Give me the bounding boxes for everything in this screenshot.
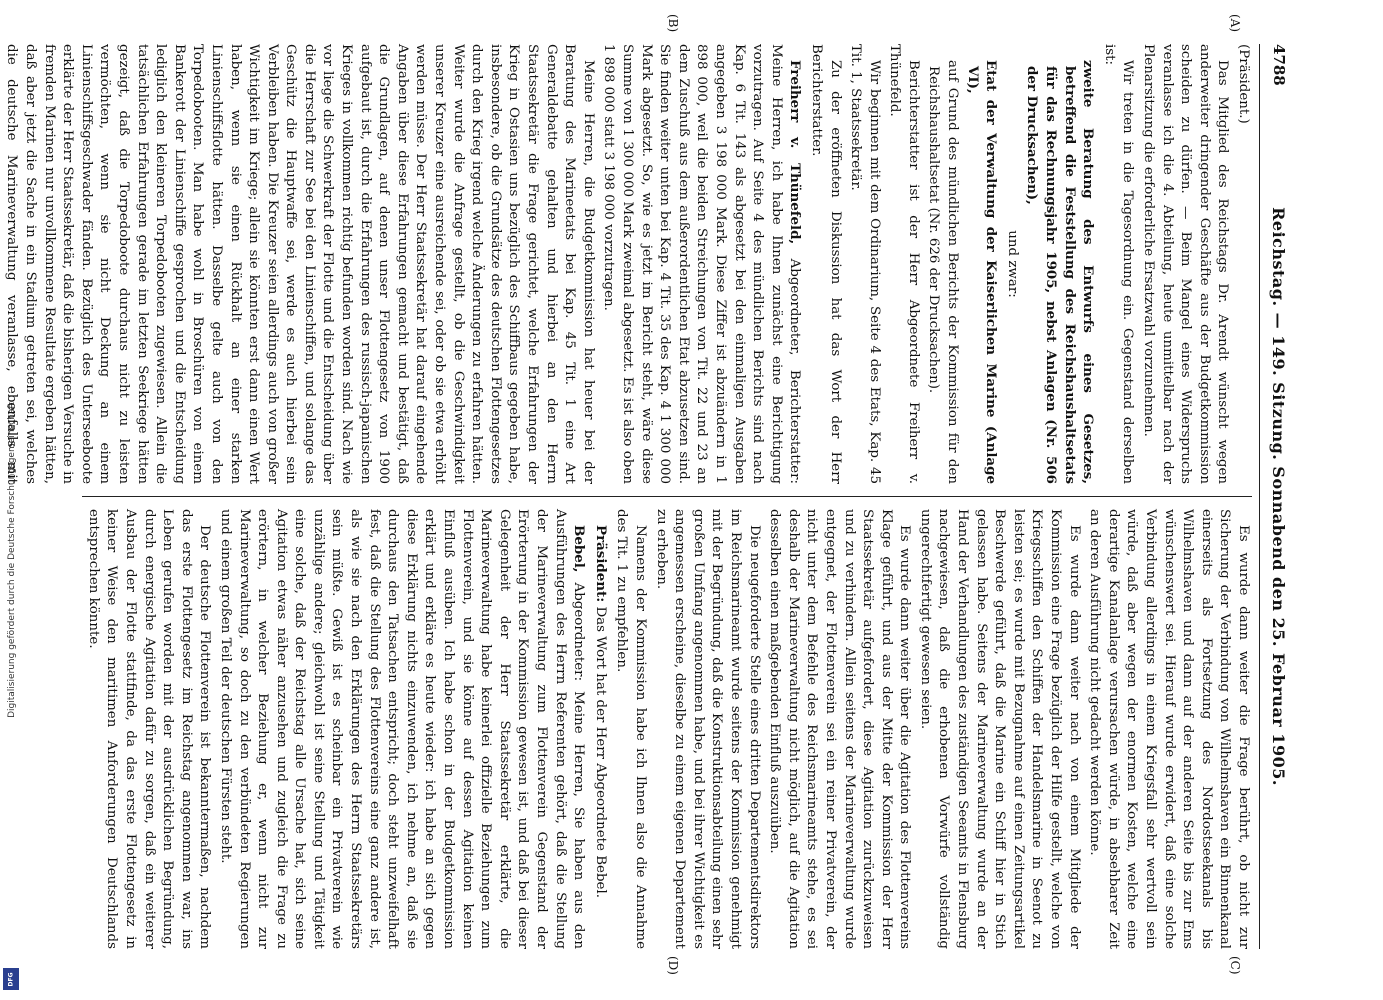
digitization-credit: Digitalisierung gefördert durch die Deutsche Forschungsgemeinschaft: [7, 402, 17, 718]
agenda-subitem: Etat der Verwaltung der Kaiserlichen Marine (Anlage VI),: [964, 60, 1000, 484]
speaker-name: Freiherr v. Thünefeld,: [787, 60, 804, 245]
paragraph: Es wurde dann weiter die Frage berührt, ob nicht zur Sicherung der Verbindung von Wilhelmshaven ein Binnenkanal einerseits als Fortsetzung des Nordostseekanals bis Wilhelmshaven und dann auf der anderen Seite bis zur Ems wünschenswert sei. Hierauf wurde erwidert, daß eine solche Verbindung allerdings in einem Kriegsfall sehr wertvoll sein würde, daß aber wegen der enormen Kosten, welche eine derartige Kanalanlage verursachen würde, in absehbarer Zeit an deren Ausführung nicht gedacht werden könne.: [1087, 509, 1251, 949]
margin-marker-c: (C): [1228, 956, 1242, 975]
paragraph: Wir beginnen mit dem Ordinarium, Seite 4 des Etats, Kap. 45 Tit. 1, Staatssekretär.: [848, 44, 882, 484]
dfg-logo: [3, 968, 19, 990]
paragraph: Zu der eröffneten Diskussion hat das Wort der Herr Berichterstatter.: [808, 44, 843, 484]
paragraph: Meine Herren, die Budgetkommission hat heuer bei der Beratung des Marineetats bei Kap. 45 Tit. 1 eine Art Generaldebatte gehalten und hierbei an den Herrn Staatssekretär die Frage gerichtet, welche Erfahrungen der Krieg in Ostasien uns bezüglich des Schiffbaus gegeben habe, insbesondere, ob die Grundsätze des deutschen Flottengesetzes durch den Krieg irgend welche Änderungen zu erfahren hätten. Weiter wurde die Anfrage gestellt, ob die Geschwindigkeit unserer Kreuzer eine ausreichende sei, oder ob sie etwa erhöht werden müsse. Der Herr Staatssekretär hat darauf eingehende Angaben über diese Erfahrungen gemacht und bestätigt, daß die Grundlagen, auf denen unser Flottengesetz von 1900 aufgebaut ist, durch die Erfahrungen des russisch-japanischen Krieges in vollkommen richtig befunden worden sind. Nach wie vor liege die Schwerkraft der Flotte und die Entscheidung über die Herrschaft zur See bei den Linienschiffen, und solange das Geschütz die Hauptwaffe sei, werde es auch hierbei sein Verbleiben haben. Die Kreuzer seien allerdings auch von großer Wichtigkeit im Kriege; allein sie könnten erst dann einen Wert haben, wenn sie einen Rückhalt an einer starken Linienschiffsflotte hätten. Dasselbe gelte auch von den Torpedobooten. Man habe wohl in Broschüren von einem Bankerott der Linienschiffe gesprochen und die Entscheidung lediglich den kleineren Torpedobooten zugewiesen. Allein die tatsächlichen Erfahrungen gerade im letzten Seekriege hätten gezeigt, daß die Torpedoboote durchaus nicht zu leisten vermöchten, wenn sie nicht Deckung an einem Linienschiffsgeschwader fänden. Bezüglich des Unterseeboote erklärte der Herr Staatssekretär, daß die bisherigen Versuche in fremden Marinen nur unvollkommene Resultate ergeben hätten, daß aber jetzt die Sache in ein Stadium getreten sei, welches die deutsche Marineverwaltung veranlasse, ebenfalls mit: [4, 44, 596, 484]
paragraph: Namens der Kommission habe ich Ihnen also die Annahme des Tit. 1 zu empfehlen.: [614, 509, 648, 949]
left-column: [4, 44, 1252, 484]
paragraph: Wir treten in die Tagesordnung ein. Gegenstand derselben ist:: [1101, 44, 1136, 484]
dfg-logo-text: DFG: [7, 971, 15, 987]
speaker-name: Bebel,: [571, 525, 588, 573]
speaker-name: Präsident:: [592, 525, 609, 603]
speech-paragraph: [599, 44, 805, 484]
margin-marker-a: (A): [1228, 14, 1242, 33]
speech-paragraph: [590, 509, 610, 949]
page-header: [1259, 44, 1300, 949]
column-divider: [82, 496, 1252, 497]
speech-text: Abgeordneter, Berichterstatter: Meine Herren, ich habe Ihnen zunächst eine Berichtigung vorzutragen. Auf Seite 4 des mündlichen Berichts sind nach Kap. 6 Tit. 143 als abgesetzt bei den einmaligen Ausgaben angegeben 3 198 000 Mark. Diese Ziffer ist abzuändern in 1 898 000, weil die beiden Streichungen von Tit. 22 und 23 an dem Zuschuß aus dem außerordentlichen Etat abzusetzen sind. Sie finden weiter unten bei Kap. 4 Tit. 35 des Kap. 4 1 300 000 Mark abgesetzt. So, wie es jetzt im Bericht steht, wäre diese Summe von 1 300 000 Mark zweimal abgesetzt. Es ist also oben 1 898 000 statt 3 198 000 vorzutragen.: [601, 44, 803, 484]
margin-marker-b: (B): [666, 14, 680, 33]
paragraph: Das Mitglied des Reichstags Dr. Arendt wünscht wegen anderweiter dringender Geschäfte aus der Budgetkommission scheiden zu dürfen. — Beim Mangel eines Widerspruchs veranlasse ich die 4. Abteilung, heute unmittelbar nach der Plenarsitzung die erforderliche Ersatzwahl vorzunehmen.: [1141, 44, 1231, 484]
speech-text: Abgeordneter: Meine Herren, Sie haben aus den Ausführungen des Herrn Referenten gehört, daß die Stellung der Marineverwaltung zum Flottenverein Gegenstand der Erörterung in der Kommission gewesen ist, und daß bei dieser Gelegenheit der Herr Staatssekretär erklärte, die Marineverwaltung habe keinerlei offizielle Beziehungen zum Flottenverein, und sie könne auf dessen Agitation keinen Einfluß ausüben. Ich habe schon in der Budgetkommission erklärt und erkläre es heute wieder: ich habe an sich gegen diese Erklärung nichts einzuwenden, ich nehme an, daß sie durchaus den Tatsachen entspricht; doch steht unzweifelhaft fest, daß die Stellung des Flottenvereins eine ganz andere ist, als wie sie nach den Erklärungen des Herrn Staatssekretärs sein müßte. Gewiß ist es scheinbar ein Privatverein wie unzählige andere; gleichwohl ist seine Stellung und Tätigkeit eine solche, daß der Reichstag alle Ursache hat, sich seine Agitation etwas näher anzusehen und zugleich die Frage zu erörtern, in welcher Beziehung er, wenn nicht zur Marineverwaltung, so doch zu den verbündeten Regierungen und einem großen Teil der deutschen Fürsten steht.: [217, 509, 587, 949]
speaker-note: (Präsident.): [1236, 44, 1251, 124]
paragraph: Es wurde dann weiter nach von einem Mitgliede der Kommission eine Frage bezüglich der Hilfe gestellt, welche von Kriegsschiffen den Schiffen der Handelsmarine in Seenot zu leisten sei; es wurde mit Bezugnahme auf einen Zeitungsartikel Beschwerde geführt, daß die Marine ein Schiff hier in Stich gelassen habe. Seitens der Marineverwaltung wurde an der Hand der Verhandlungen des zuständigen Seeamts in Flensburg nachgewiesen, daß die erhobenen Vorwürfe vollständig ungerechtfertigt gewesen seien.: [917, 509, 1082, 949]
agenda-item: zweite Beratung des Entwurfs eines Gesetzes, betreffend die Feststellung des Reichshaushaltsetats für das Rechnungsjahr 1905, nebst Anlagen (Nr. 506 der Drucksachen),: [1024, 60, 1097, 484]
speech-text: Das Wort hat der Herr Abgeordnete Bebel.: [592, 602, 608, 898]
paragraph: Der deutsche Flottenverein ist bekanntermaßen, nachdem das erste Flottengesetz im Reichstag angenommen war, ins Leben gerufen worden mit der ausdrücklichen Begründung, durch energische Agitation dafür zu sorgen, daß ein weiterer Ausbau der Flotte stattfinde, da das erste Flottengesetz in keiner Weise den maritimen Anforderungen Deutschlands entsprechen könnte.: [85, 509, 213, 949]
page-number: 4788: [1270, 44, 1288, 86]
margin-marker-d: (D): [666, 956, 680, 975]
agenda-detail: auf Grund des mündlichen Berichts der Kommission für den Reichshaushaltsetat (Nr. 626 der Drucksachen).: [926, 60, 961, 484]
paragraph: Die neugeforderte Stelle eines dritten Departementsdirektors im Reichsmarineamt wurde seitens der Kommission genehmigt mit der Begründung, daß die Konstruktionsabteilung einen sehr großen Umfang angenommen habe, und bei ihrer Wichtigkeit es angemessen erscheine, dieselbe zu einem eigenen Departement zu erheben.: [653, 509, 762, 949]
page-title: Reichstag. — 149. Sitzung. Sonnabend den 25. Februar 1905.: [1269, 207, 1288, 786]
paragraph: und zwar:: [1004, 230, 1020, 298]
speech-paragraph: [215, 509, 588, 949]
paragraph: Es wurde dann weiter über die Agitation des Flottenvereins Klage geführt, und aus der Mitte der Kommission der Herr Staatssekretär aufgefordert, diese Agitation zurückzuweisen und zu verhindern. Allein seitens der Marineverwaltung wurde entgegnet, der Flottenverein sei ein reiner Privatverein, der nicht unter dem Befehle des Reichsmarineamts stehe, es sei deshalb der Marineverwaltung nicht möglich, auf die Agitation desselben einen maßgebenden Einfluß auszuüben.: [767, 509, 913, 949]
paragraph: Berichterstatter ist der Herr Abgeordnete Freiherr v. Thünefeld.: [887, 44, 921, 484]
right-column: [82, 509, 1252, 949]
